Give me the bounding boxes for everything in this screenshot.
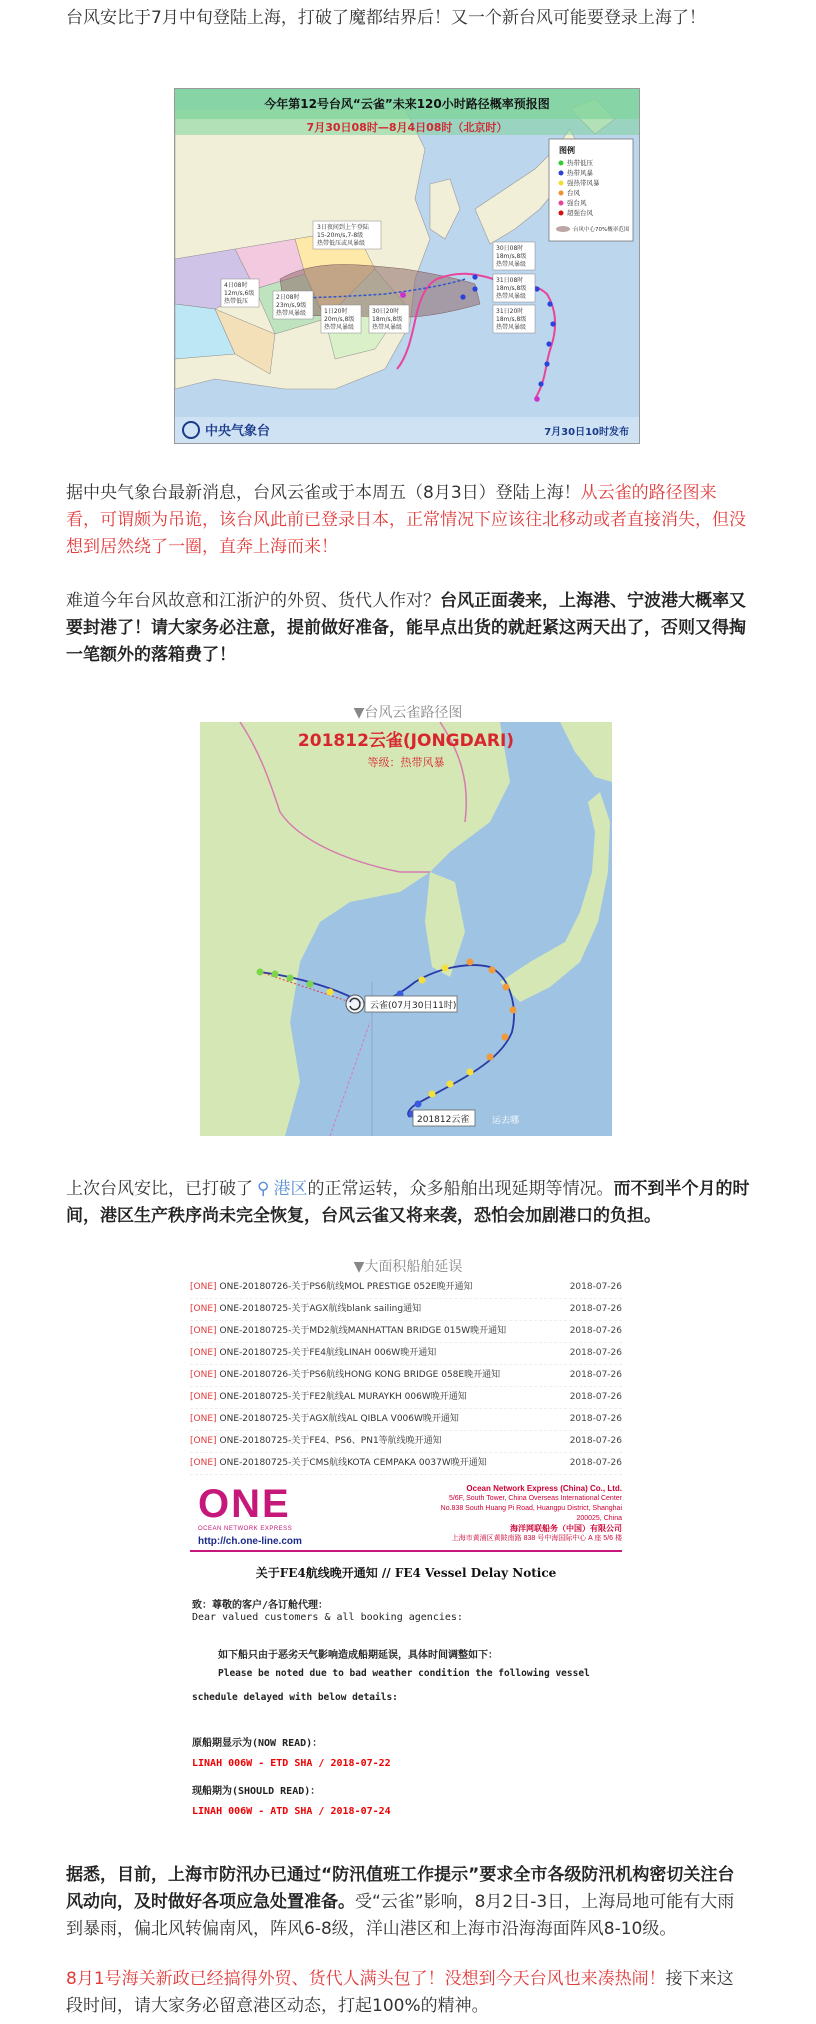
fig2-title: 201812云雀(JONGDARI)	[297, 731, 515, 751]
port-paragraph	[66, 1176, 750, 1230]
typhoon-icon	[346, 995, 364, 1013]
notice-title[interactable]	[190, 1343, 436, 1364]
cma-logo-text: 中央气象台	[205, 424, 271, 439]
p3-normal: 难道今年台风故意和江浙沪的外贸、货代人作对？	[66, 591, 440, 611]
one-addr2: No.838 South Huang Pi Road, Huangpu District, Shanghai	[440, 1505, 622, 1512]
notice-tag: [ONE]	[190, 1282, 217, 1292]
notice-text: ONE-20180725-关于FE4航线LINAH 006W晚开通知	[219, 1348, 437, 1358]
notice-date: 2018-07-26	[569, 1392, 622, 1402]
notice-date: 2018-07-26	[569, 1326, 622, 1336]
closing-paragraph	[66, 1966, 750, 2020]
notice-date: 2018-07-26	[569, 1304, 622, 1314]
one-divider	[190, 1550, 622, 1552]
notice-text: ONE-20180726-关于PS6航线HONG KONG BRIDGE 058E晚开通知	[219, 1370, 501, 1380]
notice-row[interactable]	[190, 1321, 622, 1343]
label-now: 云雀(07月30日11时)	[370, 1001, 457, 1011]
notice-text: ONE-20180725-关于FE4、PS6、PN1等航线晚开通知	[219, 1436, 442, 1446]
notice-tag: [ONE]	[190, 1414, 217, 1424]
label-name: 201812云雀	[417, 1115, 470, 1125]
legend-item: 超强台风	[567, 209, 593, 217]
notice-date: 2018-07-26	[569, 1414, 622, 1424]
notice-tag: [ONE]	[190, 1326, 217, 1336]
notice-date: 2018-07-26	[569, 1458, 622, 1468]
forecast-probability-map	[174, 88, 640, 444]
legend-item: 强热带风暴	[567, 179, 600, 187]
track-label: 热带风暴级	[496, 261, 527, 268]
track-label: 热带风暴级	[324, 324, 355, 331]
p4-normal: 上次台风安比，已打破了	[66, 1179, 253, 1199]
notice-title[interactable]	[190, 1431, 442, 1452]
legend-title: 图例	[559, 146, 575, 155]
new-value: LINAH 006W - ATD SHA / 2018-07-24	[192, 1806, 391, 1817]
track-label: 热带风暴级	[372, 324, 403, 331]
track-label: 热带低压或风暴级	[317, 240, 366, 247]
body-cn: 如下船只由于恶劣天气影响造成船期延误，具体时间调整如下：	[218, 1650, 498, 1661]
intro-paragraph: 台风安比于7月中旬登陆上海，打破了魔都结界后！又一个新台风可能要登录上海了！	[66, 8, 706, 28]
fig2-grade: 等级：热带风暴	[367, 756, 445, 769]
track-label: 热带风暴级	[276, 310, 307, 317]
notice-text: ONE-20180726-关于PS6航线MOL PRESTIGE 052E晚开通知	[219, 1282, 473, 1292]
track-label: 18m/s,8级	[496, 253, 527, 260]
one-url[interactable]: http://ch.one-line.com	[198, 1536, 302, 1547]
forecast-paragraph	[66, 480, 750, 561]
caption-track-map: ▼台风云雀路径图	[353, 705, 463, 721]
one-company-cn: 海洋网联船务（中国）有限公司	[510, 1524, 622, 1533]
notice-title[interactable]	[190, 1277, 473, 1298]
typhoon-track-map	[200, 722, 612, 1136]
notice-title[interactable]	[190, 1321, 506, 1342]
notice-title[interactable]	[190, 1453, 487, 1474]
p6-red: 8月1号海关新政已经搞得外贸、货代人满头包了！没想到今天台风也来凑热闹！	[66, 1969, 666, 1989]
notice-date: 2018-07-26	[569, 1348, 622, 1358]
body-en1: Please be noted due to bad weather condition the following vessel	[218, 1668, 590, 1679]
p5-normal: 受“云雀”影响，8月2日-3日，上海局地可能有大雨到暴雨，偏北风转偏南风，阵风6-8级，洋山港区和上海市沿海海面阵风8-10级。	[66, 1892, 735, 1939]
track-label: 12m/s,6级	[224, 290, 255, 297]
forecast-map-svg	[175, 89, 639, 443]
greet-cn: 致：尊敬的客户/各订舱代理：	[192, 1600, 329, 1611]
p4-normal2: 的正常运转，众多船舶出现延期等情况。	[307, 1179, 614, 1199]
legend-item: 热带低压	[567, 159, 593, 167]
one-addr-cn: 上海市黄浦区黄陂南路 838 号中海国际中心 A 座 5/6 楼	[451, 1535, 622, 1542]
orig-label: 原船期显示为(NOW READ)：	[192, 1738, 323, 1749]
one-notice-title: 关于FE4航线晚开通知 // FE4 Vessel Delay Notice	[255, 1566, 557, 1580]
link-icon: ⚲	[257, 1179, 270, 1199]
new-label: 现船期为(SHOULD READ)：	[192, 1786, 321, 1797]
notice-row[interactable]	[190, 1343, 622, 1365]
notice-tag: [ONE]	[190, 1458, 217, 1468]
notice-title[interactable]	[190, 1365, 500, 1386]
notice-row[interactable]	[190, 1431, 622, 1453]
notice-text: ONE-20180725-关于MD2航线MANHATTAN BRIDGE 015W晚开通知	[219, 1326, 507, 1336]
notice-text: ONE-20180725-关于AGX航线blank sailing通知	[219, 1304, 422, 1314]
notice-row[interactable]	[190, 1299, 622, 1321]
one-addr1: 5/6F, South Tower, China Overseas International Center	[448, 1495, 622, 1502]
fig1-date: 7月30日10时发布	[544, 427, 629, 438]
greet-en: Dear valued customers & all booking agencies:	[192, 1612, 463, 1623]
p5-bold: 据悉，目前，上海市防汛办已通过“防汛值班工作提示”要求全市各级防汛机构密切关注台风动向，及时做好各项应急处置准备。	[66, 1865, 735, 1912]
notice-tag: [ONE]	[190, 1304, 217, 1314]
legend-item: 热带风暴	[567, 169, 593, 177]
notice-date: 2018-07-26	[569, 1282, 622, 1292]
notice-row[interactable]	[190, 1277, 622, 1299]
legend-item: 台风中心70%概率范围	[573, 227, 630, 233]
track-label: 热带低压	[224, 298, 249, 305]
notice-title[interactable]	[190, 1387, 467, 1408]
track-label: 18m/s,8级	[496, 285, 527, 292]
notice-tag: [ONE]	[190, 1392, 217, 1402]
track-label: 热带风暴级	[496, 324, 527, 331]
one-logo-sub: OCEAN NETWORK EXPRESS	[198, 1526, 293, 1532]
fig1-subtitle: 7月30日08时—8月4日08时（北京时）	[306, 121, 508, 134]
track-map-svg	[200, 722, 612, 1136]
flood-office-paragraph	[66, 1862, 750, 1943]
one-delay-notice	[190, 1478, 622, 1838]
p2-normal: 据中央气象台最新消息，台风云雀或于本周五（8月3日）登陆上海！	[66, 483, 581, 503]
track-label: 31日20时	[496, 308, 524, 315]
track-label: 30日20时	[372, 308, 400, 315]
warning-paragraph	[66, 588, 750, 669]
notice-row[interactable]	[190, 1409, 622, 1431]
notice-title[interactable]	[190, 1299, 421, 1320]
track-label: 18m/s,8级	[496, 316, 527, 323]
track-label: 23m/s,9级	[276, 302, 307, 309]
legend-item: 强台风	[567, 199, 587, 207]
p3-bold: 台风正面袭来，上海港、宁波港大概率又要封港了！请大家务必注意，提前做好准备，能早点出货的就赶紧这两天出了，否则又得掏一笔额外的落箱费了！	[66, 591, 746, 665]
track-label: 1日20时	[324, 308, 348, 315]
legend-item: 台风	[567, 189, 580, 197]
notice-tag: [ONE]	[190, 1436, 217, 1446]
notice-text: ONE-20180725-关于AGX航线AL QIBLA V006W晚开通知	[219, 1414, 459, 1424]
track-label: 热带风暴级	[496, 293, 527, 300]
fig1-title: 今年第12号台风“云雀”未来120小时路径概率预报图	[264, 97, 550, 111]
track-label: 30日08时	[496, 245, 524, 252]
track-label: 20m/s,8级	[324, 316, 355, 323]
orig-value: LINAH 006W - ETD SHA / 2018-07-22	[192, 1758, 391, 1769]
track-label: 4日08时	[224, 282, 248, 289]
track-label: 2日08时	[276, 294, 300, 301]
notice-title[interactable]	[190, 1409, 459, 1430]
notice-tag: [ONE]	[190, 1370, 217, 1380]
port-link[interactable]: 港区	[273, 1179, 308, 1199]
notice-date: 2018-07-26	[569, 1370, 622, 1380]
caption-delays: ▼大面积船舶延误	[353, 1259, 463, 1275]
notice-row[interactable]	[190, 1453, 622, 1475]
p4-bold: 而不到半个月的时间，港区生产秩序尚未完全恢复，台风云雀又将来袭，恐怕会加剧港口的负担。	[66, 1179, 750, 1226]
notice-text: ONE-20180725-关于FE2航线AL MURAYKH 006W晚开通知	[219, 1392, 467, 1402]
p2-highlight: 从云雀的路径图来看，可谓颇为吊诡，该台风此前已登录日本，正常情况下应该往北移动或者直接消失，但没想到居然绕了一圈，直奔上海而来！	[66, 483, 746, 557]
notice-row[interactable]	[190, 1387, 622, 1409]
one-addr3: 200025, China	[576, 1515, 622, 1522]
notice-date: 2018-07-26	[569, 1436, 622, 1446]
notice-text: ONE-20180725-关于CMS航线KOTA CEMPAKA 0037W晚开通知	[219, 1458, 487, 1468]
watermark: 运去哪	[492, 1116, 520, 1126]
track-label: 3日夜间到上午登陆	[317, 224, 369, 231]
track-label: 18m/s,8级	[372, 316, 403, 323]
track-label: 15-20m/s,7-8级	[317, 232, 364, 239]
notice-tag: [ONE]	[190, 1348, 217, 1358]
one-logo: ONE	[198, 1482, 291, 1526]
body-en2: schedule delayed with below details:	[192, 1692, 398, 1703]
delay-notice-list	[190, 1277, 622, 1475]
track-label: 31日08时	[496, 277, 524, 284]
p6-normal: 接下来这段时间，请大家务必留意港区动态，打起100%的精神。	[66, 1969, 734, 2016]
one-address	[402, 1484, 622, 1544]
one-company: Ocean Network Express (China) Co., Ltd.	[466, 1484, 622, 1493]
notice-row[interactable]	[190, 1365, 622, 1387]
